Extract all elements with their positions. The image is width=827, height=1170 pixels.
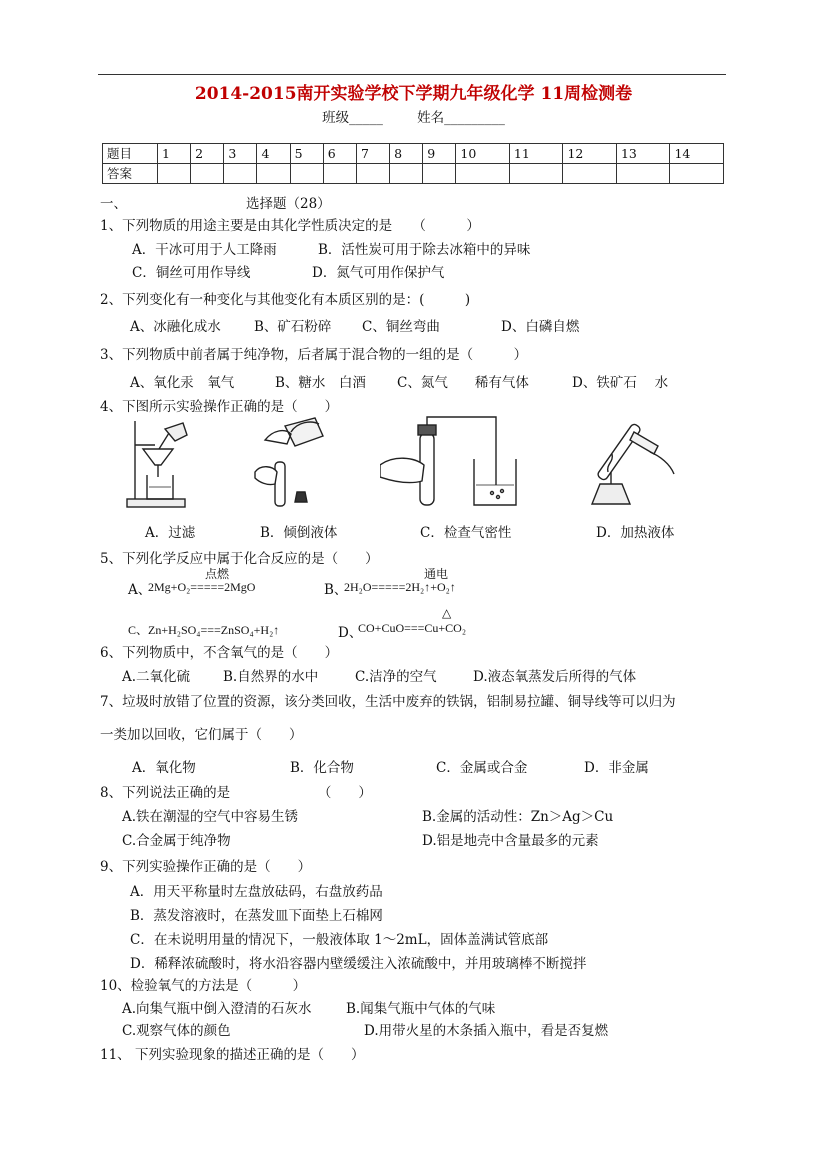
question-number: 12 [563, 144, 617, 164]
question-number: 3 [224, 144, 257, 164]
class-blank[interactable]: _____ [349, 110, 383, 126]
q10-stem: 10、检验氧气的方法是（ ） [100, 978, 307, 994]
answer-table [102, 143, 724, 184]
q5-a-condition: 点燃 [205, 567, 230, 581]
question-number: 9 [423, 144, 456, 164]
section-number: 一、 [100, 196, 127, 212]
q1-option-d[interactable]: D．氮气可用作保护气 [312, 265, 445, 281]
answer-cell[interactable] [323, 164, 356, 184]
q4-option-c[interactable]: C．检查气密性 [420, 525, 512, 541]
q9-option-a[interactable]: A．用天平称量时左盘放砝码，右盘放药品 [130, 884, 383, 900]
pouring-liquid-icon [245, 412, 330, 512]
q7-option-b[interactable]: B．化合物 [290, 760, 354, 776]
q3-option-d[interactable]: D、铁矿石 水 [572, 375, 669, 391]
q4-option-d[interactable]: D．加热液体 [596, 525, 675, 541]
answer-cell[interactable] [191, 164, 224, 184]
student-info-line [0, 106, 827, 126]
q10-option-a[interactable]: A.向集气瓶中倒入澄清的石灰水 [122, 1001, 312, 1017]
q7-stem: 7、垃圾时放错了位置的资源，该分类回收，生活中废弃的铁锅，铝制易拉罐、铜导线等可以归为 [100, 694, 676, 710]
q7-option-d[interactable]: D．非金属 [584, 760, 649, 776]
q5-option-c-equation[interactable]: C、Zn+H₂SO₄===ZnSO₄+H₂↑ [128, 623, 280, 637]
header-rule [98, 74, 726, 75]
q11-stem: 11、 下列实验现象的描述正确的是（ ） [100, 1047, 365, 1063]
row-header-answer: 答案 [103, 164, 158, 184]
q5-stem: 5、下列化学反应中属于化合反应的是（ ） [100, 551, 379, 567]
answer-cell[interactable] [423, 164, 456, 184]
question-number: 1 [158, 144, 191, 164]
page-title: 2014-2015南开实验学校下学期九年级化学 11周检测卷 [194, 84, 633, 104]
class-label: 班级 [322, 110, 350, 126]
q8-option-d[interactable]: D.铝是地壳中含量最多的元素 [422, 833, 599, 849]
answer-cell[interactable] [616, 164, 670, 184]
q9-option-b[interactable]: B．蒸发溶液时，在蒸发皿下面垫上石棉网 [130, 908, 383, 924]
q7-stem-continued: 一类加以回收，它们属于（ ） [100, 727, 303, 743]
q6-option-a[interactable]: A.二氧化硫 [122, 669, 191, 685]
q2-option-d[interactable]: D、白磷自燃 [501, 319, 580, 335]
q1-stem: 1、下列物质的用途主要是由其化学性质决定的是 （ ） [100, 218, 480, 234]
q8-stem: 8、下列说法正确的是 （ ） [100, 785, 372, 801]
question-number: 6 [323, 144, 356, 164]
question-number: 8 [390, 144, 423, 164]
answer-cell[interactable] [456, 164, 510, 184]
question-number: 13 [616, 144, 670, 164]
q1-option-c[interactable]: C．铜丝可用作导线 [132, 265, 251, 281]
answer-cell[interactable] [257, 164, 290, 184]
question-number: 4 [257, 144, 290, 164]
answer-cell[interactable] [290, 164, 323, 184]
answer-row [103, 164, 724, 184]
answer-cell[interactable] [563, 164, 617, 184]
question-number: 14 [670, 144, 724, 164]
answer-cell[interactable] [670, 164, 724, 184]
section-heading: 选择题（28） [246, 196, 331, 212]
q10-option-b[interactable]: B.闻集气瓶中气体的气味 [346, 1001, 496, 1017]
answer-cell[interactable] [390, 164, 423, 184]
q10-option-c[interactable]: C.观察气体的颜色 [122, 1023, 231, 1039]
answer-cell[interactable] [224, 164, 257, 184]
row-header-question: 题目 [103, 144, 158, 164]
q5-b-condition: 通电 [424, 567, 449, 581]
question-number: 11 [509, 144, 563, 164]
q10-option-d[interactable]: D.用带火星的木条插入瓶中，看是否复燃 [364, 1023, 609, 1039]
q5-option-d-equation: CO+CuO===Cu+CO₂ [358, 621, 467, 635]
filtration-apparatus-icon [125, 415, 195, 510]
q1-option-a[interactable]: A．干冰可用于人工降雨 [132, 242, 277, 258]
q2-option-b[interactable]: B、矿石粉碎 [254, 319, 332, 335]
q5-option-d-label[interactable]: D、 [338, 625, 363, 641]
q6-option-c[interactable]: C.洁净的空气 [355, 669, 437, 685]
q5-d-condition: △ [442, 606, 452, 620]
question-number: 2 [191, 144, 224, 164]
q1-option-b[interactable]: B．活性炭可用于除去冰箱中的异味 [318, 242, 531, 258]
question-number-row [103, 144, 724, 164]
answer-cell[interactable] [158, 164, 191, 184]
q6-option-d[interactable]: D.液态氧蒸发后所得的气体 [473, 669, 637, 685]
q2-option-a[interactable]: A、冰融化成水 [130, 319, 221, 335]
heating-liquid-icon [578, 412, 678, 512]
q4-stem: 4、下图所示实验操作正确的是（ ） [100, 399, 339, 415]
q5-option-a-equation: 2Mg+O₂=====2MgO [148, 580, 256, 594]
q3-option-a[interactable]: A、氧化汞 氧气 [130, 375, 235, 391]
q5-option-b-label[interactable]: B、 [324, 582, 348, 598]
q9-stem: 9、下列实验操作正确的是（ ） [100, 859, 312, 875]
q2-stem: 2、下列变化有一种变化与其他变化有本质区别的是：( ) [100, 292, 471, 308]
name-label: 姓名 [417, 110, 445, 126]
q3-option-c[interactable]: C、氮气 稀有气体 [397, 375, 529, 391]
question-number: 5 [290, 144, 323, 164]
name-blank[interactable]: _________ [444, 110, 505, 126]
airtightness-check-icon [380, 415, 530, 510]
question-number: 10 [456, 144, 510, 164]
q7-option-c[interactable]: C．金属或合金 [436, 760, 528, 776]
q6-option-b[interactable]: B.自然界的水中 [223, 669, 319, 685]
q8-option-a[interactable]: A.铁在潮湿的空气中容易生锈 [122, 809, 299, 825]
answer-cell[interactable] [509, 164, 563, 184]
q5-option-a-label[interactable]: A、 [128, 582, 152, 598]
q8-option-c[interactable]: C.合金属于纯净物 [122, 833, 231, 849]
q4-option-a[interactable]: A．过滤 [145, 525, 196, 541]
q7-option-a[interactable]: A．氧化物 [132, 760, 196, 776]
q5-option-b-equation: 2H₂O=====2H₂↑+O₂↑ [344, 580, 456, 594]
q3-option-b[interactable]: B、糖水 白酒 [275, 375, 366, 391]
q6-stem: 6、下列物质中，不含氧气的是（ ） [100, 645, 339, 661]
answer-cell[interactable] [356, 164, 389, 184]
q9-option-d[interactable]: D．稀释浓硫酸时，将水沿容器内壁缓缓注入浓硫酸中，并用玻璃棒不断搅拌 [130, 956, 587, 972]
q9-option-c[interactable]: C．在未说明用量的情况下，一般液体取 1～2mL，固体盖满试管底部 [130, 932, 549, 948]
question-number: 7 [356, 144, 389, 164]
q3-stem: 3、下列物质中前者属于纯净物，后者属于混合物的一组的是（ ） [100, 347, 528, 363]
q8-option-b[interactable]: B.金属的活动性：Zn＞Ag＞Cu [422, 809, 614, 825]
q2-option-c[interactable]: C、铜丝弯曲 [362, 319, 440, 335]
q4-option-b[interactable]: B．倾倒液体 [260, 525, 338, 541]
